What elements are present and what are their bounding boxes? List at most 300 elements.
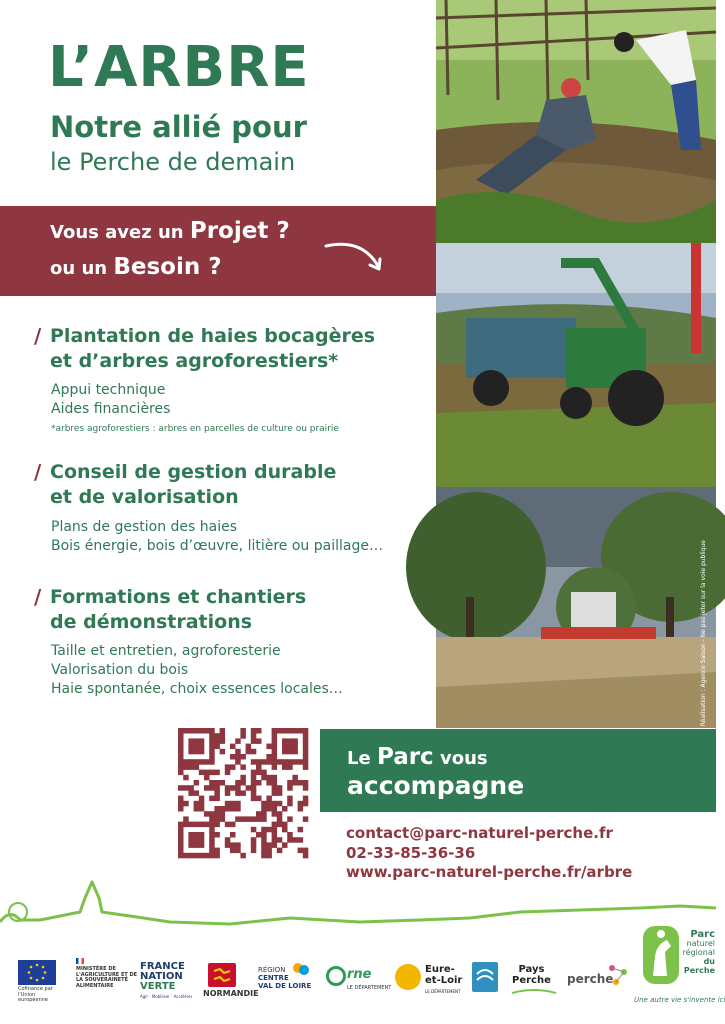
qr-module [251, 738, 256, 744]
qr-module [240, 790, 246, 796]
qr-module [277, 816, 283, 822]
qr-module [225, 801, 231, 807]
photo-combine-agroforestry [436, 487, 716, 728]
qr-module [209, 738, 215, 744]
qr-module [277, 822, 283, 828]
qr-module [209, 770, 215, 776]
qr-module [209, 827, 215, 833]
qr-module [209, 796, 215, 802]
qr-module [256, 770, 262, 776]
qr-module [204, 822, 210, 828]
qr-module [199, 822, 205, 828]
section-title: Formations et chantiers de démonstrations [50, 586, 307, 633]
qr-module [256, 816, 262, 822]
qr-module [251, 790, 256, 796]
qr-module [214, 780, 220, 786]
qr-module [251, 728, 256, 734]
qr-module [266, 827, 272, 833]
qr-module [178, 842, 184, 848]
qr-module [246, 744, 252, 750]
qr-module [256, 832, 262, 838]
qr-module [194, 801, 200, 807]
qr-module [214, 853, 220, 859]
qr-module [209, 832, 215, 838]
qr-module [204, 759, 210, 765]
qr-module [199, 744, 205, 750]
qr-module [209, 733, 215, 739]
qr-module [199, 749, 205, 755]
qr-module [188, 764, 194, 770]
qr-module [209, 853, 215, 859]
qr-module [183, 785, 189, 791]
qr-module [209, 754, 215, 760]
qr-module [272, 785, 278, 791]
qr-module [199, 759, 205, 765]
qr-module [183, 764, 189, 770]
pays-perche-swoosh-icon [510, 988, 558, 996]
qr-module [199, 770, 205, 776]
qr-module [199, 796, 205, 802]
qr-module [298, 728, 304, 734]
qr-module [214, 744, 220, 750]
qr-module [298, 759, 304, 765]
banner-line-2: ou un Besoin ? [50, 254, 222, 280]
qr-module [220, 780, 226, 786]
qr-module [178, 733, 184, 739]
qr-module [230, 754, 236, 760]
qr-module [287, 796, 293, 802]
subtitle-line-1: Notre allié pour [50, 110, 307, 144]
qr-module [272, 738, 278, 744]
qr-module [178, 754, 184, 760]
qr-module [282, 842, 288, 848]
qr-module [251, 749, 256, 755]
qr-module [214, 770, 220, 776]
qr-module [272, 842, 278, 848]
qr-module [240, 853, 246, 859]
qr-module [178, 837, 184, 843]
qr-module [251, 816, 256, 822]
qr-module [251, 837, 256, 843]
qr-module [266, 780, 272, 786]
qr-module [287, 832, 293, 838]
qr-module [194, 837, 200, 843]
qr-module [209, 744, 215, 750]
qr-module [266, 759, 272, 765]
qr-module [209, 785, 215, 791]
qr-module [292, 780, 298, 786]
qr-module [282, 738, 288, 744]
qr-module [194, 822, 200, 828]
section-body: Appui technique Aides financières [51, 382, 171, 417]
qr-module [225, 806, 231, 812]
section-slash: / [34, 324, 42, 348]
qr-module [214, 811, 220, 817]
qr-module [209, 837, 215, 843]
qr-module [235, 816, 241, 822]
qr-module [230, 848, 236, 854]
qr-module [194, 749, 200, 755]
section-footnote: *arbres agroforestiers : arbres en parcelles de culture ou prairie [51, 424, 339, 434]
qr-module [199, 801, 205, 807]
qr-module [292, 759, 298, 765]
qr-module [303, 728, 309, 734]
qr-module [183, 816, 189, 822]
qr-module [183, 775, 189, 781]
qr-module [303, 749, 309, 755]
qr-module [292, 728, 298, 734]
qr-module [230, 842, 236, 848]
qr-module [282, 806, 288, 812]
qr-module [261, 816, 267, 822]
qr-module [240, 780, 246, 786]
skyline-outline [0, 878, 716, 948]
curved-arrow-icon [322, 236, 386, 276]
qr-module [178, 832, 184, 838]
qr-module [277, 759, 283, 765]
qr-module [188, 759, 194, 765]
qr-module [272, 822, 278, 828]
subtitle-line-2: le Perche de demain [50, 148, 296, 176]
contact-phone[interactable]: 02-33-85-36-36 [346, 844, 476, 862]
qr-module [178, 848, 184, 854]
qr-module [261, 801, 267, 807]
qr-module [235, 806, 241, 812]
contact-url[interactable]: www.parc-naturel-perche.fr/arbre [346, 863, 633, 881]
qr-module [277, 811, 283, 817]
pays-perche-logo: Pays Perche [512, 964, 551, 986]
qr-module [235, 848, 241, 854]
qr-module [214, 796, 220, 802]
qr-module [272, 806, 278, 812]
qr-module [214, 733, 220, 739]
qr-module [209, 811, 215, 817]
photo-tractor-harvest [436, 243, 716, 487]
qr-module [204, 775, 210, 781]
region-centre-logo: RÉGION CENTRE VAL DE LOIRE [258, 966, 312, 990]
qr-module [220, 811, 226, 817]
qr-module [251, 775, 256, 781]
perche-network-icon [606, 962, 630, 990]
qr-module [303, 754, 309, 760]
qr-module [178, 827, 184, 833]
agency-logo-icon [472, 962, 498, 992]
accompany-line-2: accompagne [347, 771, 525, 800]
qr-module [303, 733, 309, 739]
qr-module [204, 728, 210, 734]
qr-module [303, 853, 309, 859]
qr-module [199, 853, 205, 859]
orne-icon [326, 966, 346, 986]
qr-module [277, 785, 283, 791]
qr-module [272, 801, 278, 807]
qr-module [256, 796, 262, 802]
qr-module [266, 842, 272, 848]
qr-module [220, 806, 226, 812]
qr-module [298, 837, 304, 843]
qr-module [178, 801, 184, 807]
section-body: Taille et entretien, agroforesterie Valorisation du bois Haie spontanée, choix essences locales… [51, 643, 343, 697]
photo-credit: Réalisation : Agence Saison - Ne pas jeter sur la voie publique [700, 540, 707, 727]
qr-module [282, 728, 288, 734]
perche-logo-text: perche [567, 972, 614, 986]
qr-module [303, 744, 309, 750]
qr-module [230, 764, 236, 770]
qr-module [183, 728, 189, 734]
section-slash: / [34, 585, 42, 609]
qr-module [272, 790, 278, 796]
qr-module [246, 816, 252, 822]
qr-module [282, 759, 288, 765]
qr-module [272, 780, 278, 786]
qr-module [194, 853, 200, 859]
qr-module [251, 796, 256, 802]
qr-module [240, 754, 246, 760]
qr-module [188, 728, 194, 734]
qr-module [287, 816, 293, 822]
qr-module [225, 837, 231, 843]
qr-module [204, 811, 210, 817]
qr-module [272, 733, 278, 739]
qr-module [214, 848, 220, 854]
marianne-icon [76, 958, 84, 964]
qr-module [266, 801, 272, 807]
qr-module [251, 827, 256, 833]
qr-module [240, 728, 246, 734]
qr-module [246, 785, 252, 791]
qr-module [220, 733, 226, 739]
qr-module [261, 827, 267, 833]
qr-module [251, 785, 256, 791]
eu-flag-icon [18, 960, 56, 985]
qr-module [272, 827, 278, 833]
qr-module [178, 770, 184, 776]
qr-module [287, 780, 293, 786]
section-title: Conseil de gestion durable et de valorisation [50, 461, 337, 508]
qr-module [287, 764, 293, 770]
qr-module [214, 738, 220, 744]
normandie-logo-text: NORMANDIE [203, 989, 259, 998]
qr-module [225, 842, 231, 848]
qr-module [178, 738, 184, 744]
qr-module [256, 728, 262, 734]
qr-module [235, 749, 241, 755]
contact-email[interactable]: contact@parc-naturel-perche.fr [346, 824, 613, 842]
qr-module [230, 785, 236, 791]
qr-module [194, 790, 200, 796]
qr-module [214, 822, 220, 828]
photo-credit-container [700, 540, 714, 727]
qr-module [261, 770, 267, 776]
qr-module [261, 842, 267, 848]
normandie-lions-icon [208, 963, 236, 987]
parc-perche-horse-icon [643, 926, 679, 984]
qr-module [188, 853, 194, 859]
qr-module [230, 744, 236, 750]
qr-module [240, 764, 246, 770]
qr-module [256, 764, 262, 770]
qr-module [298, 780, 304, 786]
qr-module [277, 848, 283, 854]
qr-module [209, 848, 215, 854]
qr-module [282, 822, 288, 828]
qr-module [277, 837, 283, 843]
qr-module [230, 822, 236, 828]
qr-module [251, 780, 256, 786]
qr-module [287, 837, 293, 843]
qr-module [209, 759, 215, 765]
qr-module [292, 749, 298, 755]
page-title: L’ARBRE [48, 35, 310, 100]
qr-module [287, 744, 293, 750]
qr-module [178, 822, 184, 828]
section-slash: / [34, 460, 42, 484]
qr-module [235, 801, 241, 807]
qr-module [220, 749, 226, 755]
qr-module [251, 733, 256, 739]
qr-module [188, 790, 194, 796]
qr-module [287, 801, 293, 807]
qr-module [235, 738, 241, 744]
qr-module [266, 754, 272, 760]
qr-module [251, 848, 256, 854]
qr-module [214, 790, 220, 796]
qr-module [240, 775, 246, 781]
qr-module [266, 853, 272, 859]
qr-module [277, 790, 283, 796]
qr-module [303, 816, 309, 822]
banner-line-1: Vous avez un Projet ? [50, 218, 290, 244]
qr-module [303, 738, 309, 744]
qr-module [298, 827, 304, 833]
qr-module [188, 837, 194, 843]
qr-module [303, 801, 309, 807]
qr-module [292, 775, 298, 781]
qr-module [292, 744, 298, 750]
qr-module [178, 853, 184, 859]
qr-module [261, 853, 267, 859]
qr-module [246, 749, 252, 755]
qr-module [272, 775, 278, 781]
qr-module [199, 837, 205, 843]
qr-module [282, 827, 288, 833]
qr-module [272, 811, 278, 817]
qr-module [188, 832, 194, 838]
france-nation-verte-logo: FRANCE NATION VERTE Agir · Mobiliser · Accélérer [140, 961, 193, 999]
qr-module [266, 744, 272, 750]
qr-module [220, 728, 226, 734]
qr-module [178, 764, 184, 770]
qr-module [272, 754, 278, 760]
qr-module [209, 728, 215, 734]
qr-module [178, 796, 184, 802]
section-title: Plantation de haies bocagères et d’arbres agroforestiers* [50, 325, 376, 372]
qr-module [225, 785, 231, 791]
qr-module [282, 749, 288, 755]
qr-module [272, 759, 278, 765]
accompany-line-1: Le Parc vous [347, 744, 488, 770]
qr-module [220, 816, 226, 822]
qr-module [199, 728, 205, 734]
qr-module [266, 806, 272, 812]
qr-module [183, 801, 189, 807]
qr-module [199, 842, 205, 848]
qr-module [188, 842, 194, 848]
qr-module [266, 775, 272, 781]
qr-module [277, 728, 283, 734]
qr-module [256, 780, 262, 786]
qr-module [214, 816, 220, 822]
qr-module [194, 759, 200, 765]
ministere-logo-text: MINISTÈRE DE L'AGRICULTURE ET DE LA SOUVERAINETÉ ALIMENTAIRE [76, 966, 138, 989]
qr-module [287, 785, 293, 791]
qr-module [251, 770, 256, 776]
qr-module [266, 848, 272, 854]
qr-module [235, 842, 241, 848]
qr-module [235, 780, 241, 786]
qr-module [194, 842, 200, 848]
eu-logo-text: Cofinancé par l'Union européenne [18, 986, 53, 1003]
region-centre-icon [292, 962, 310, 978]
qr-module [225, 822, 231, 828]
qr-module [204, 770, 210, 776]
qr-module [194, 744, 200, 750]
section-body: Plans de gestion des haies Bois énergie, bois d’œuvre, litière ou paillage… [51, 519, 383, 554]
qr-module [303, 780, 309, 786]
qr-module [194, 832, 200, 838]
qr-module [272, 832, 278, 838]
qr-module [298, 848, 304, 854]
qr-module [194, 728, 200, 734]
qr-module [240, 816, 246, 822]
qr-module [188, 744, 194, 750]
qr-module [287, 749, 293, 755]
qr-module [220, 738, 226, 744]
qr-module [298, 806, 304, 812]
qr-module [251, 842, 256, 848]
qr-module [225, 764, 231, 770]
parc-perche-logo: Parc naturel régional du Perche [682, 929, 715, 975]
eure-et-loir-icon [395, 964, 421, 990]
qr-module [209, 749, 215, 755]
qr-module [282, 744, 288, 750]
qr-module [199, 832, 205, 838]
qr-code[interactable] [178, 728, 308, 858]
qr-module [277, 801, 283, 807]
qr-module [209, 780, 215, 786]
qr-module [209, 816, 215, 822]
qr-module [209, 842, 215, 848]
orne-logo-text: rne [347, 967, 372, 982]
qr-module [235, 790, 241, 796]
photo-hedge-planting [436, 0, 716, 243]
qr-module [183, 853, 189, 859]
qr-module [303, 785, 309, 791]
qr-module [303, 796, 309, 802]
qr-module [199, 806, 205, 812]
qr-module [235, 785, 241, 791]
qr-module [204, 853, 210, 859]
qr-module [303, 764, 309, 770]
qr-module [183, 759, 189, 765]
qr-module [256, 811, 262, 817]
qr-module [188, 738, 194, 744]
qr-module [178, 744, 184, 750]
qr-module [178, 759, 184, 765]
qr-module [298, 801, 304, 807]
qr-module [261, 775, 267, 781]
qr-module [188, 822, 194, 828]
